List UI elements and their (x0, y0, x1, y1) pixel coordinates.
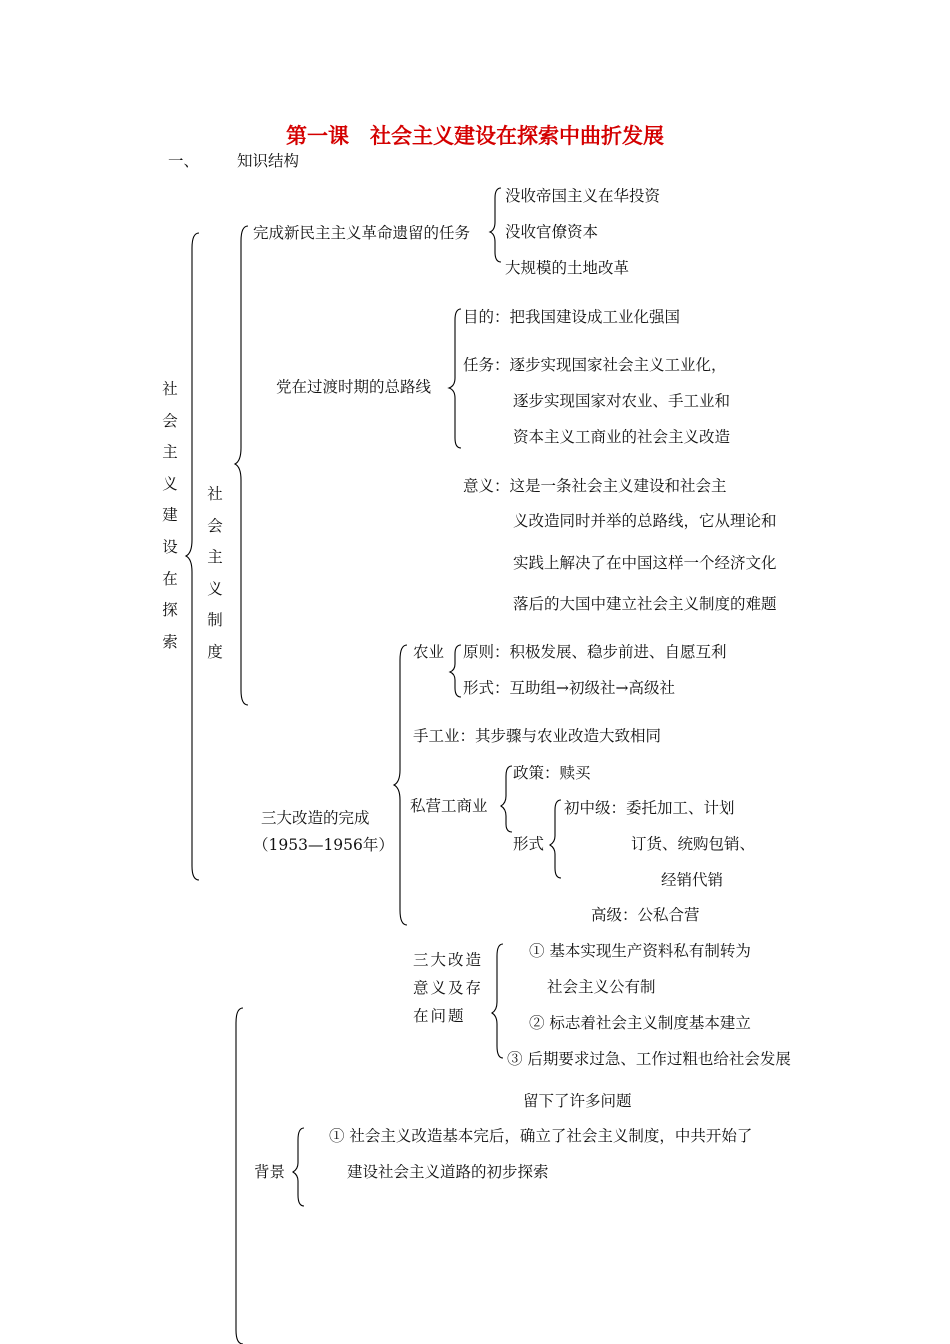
general-line-task-1: 任务：逐步实现国家社会主义工业化， (463, 356, 727, 374)
brace-general-line (449, 309, 461, 448)
general-line-meaning-2: 义改造同时并举的总路线，它从理论和 (513, 512, 777, 530)
significance-label: 三大改造意义及存在问题 (413, 951, 484, 1025)
task-label: 完成新民主主义革命遗留的任务 (253, 224, 471, 242)
private-primary-cont-2: 经销代销 (661, 871, 724, 889)
general-line-goal: 目的：把我国建设成工业化强国 (463, 308, 681, 326)
three-reforms-years: （1953—1956年） (253, 836, 394, 854)
general-line-task-3: 资本主义工商业的社会主义改造 (513, 428, 731, 446)
general-line-meaning-3: 实践上解决了在中国这样一个经济文化 (513, 554, 777, 572)
page-title: 第一课 社会主义建设在探索中曲折发展 (286, 124, 664, 148)
private-policy: 政策：赎买 (513, 764, 591, 782)
brace-three-reforms (394, 645, 407, 925)
section-heading: 知识结构 (237, 152, 300, 170)
private-primary-cont-1: 订货、统购包销、 (631, 835, 756, 853)
significance-item-2: ② 标志着社会主义制度基本建立 (529, 1014, 751, 1032)
private-primary: 初中级：委托加工、计划 (564, 799, 735, 817)
background-item-1: ① 社会主义改造基本完后，确立了社会主义制度，中共开始了 (329, 1127, 753, 1145)
brace-private (501, 766, 512, 832)
private-form-label: 形式 (513, 835, 545, 853)
section-number: 一、 (168, 152, 200, 170)
agriculture-form: 形式：互助组→初级社→高级社 (463, 679, 675, 697)
brace-root (186, 233, 199, 880)
significance-item-1: ① 基本实现生产资料私有制转为 (529, 942, 751, 960)
background-item-1-cont: 建设社会主义道路的初步探索 (347, 1163, 549, 1181)
three-reforms-label: 三大改造的完成 (261, 809, 370, 827)
agriculture-label: 农业 (413, 643, 445, 661)
task-item-3: 大规模的土地改革 (505, 259, 630, 277)
brace-task (490, 188, 501, 262)
general-line-label: 党在过渡时期的总路线 (276, 378, 432, 396)
handicraft: 手工业：其步骤与农业改造大致相同 (413, 727, 662, 745)
root-vertical-label: 社会主义建设在探索 (162, 380, 178, 651)
brace-exploration (236, 1008, 243, 1344)
system-vertical-label: 社会主义制度 (207, 485, 223, 661)
significance-item-3: ③ 后期要求过急、工作过粗也给社会发展 (507, 1050, 791, 1068)
significance-item-1-cont: 社会主义公有制 (547, 978, 656, 996)
brace-form (550, 800, 561, 878)
task-item-1: 没收帝国主义在华投资 (505, 187, 661, 205)
general-line-meaning-1: 意义：这是一条社会主义建设和社会主 (463, 477, 727, 495)
background-label: 背景 (254, 1163, 286, 1181)
general-line-task-2: 逐步实现国家对农业、手工业和 (513, 392, 731, 410)
task-item-2: 没收官僚资本 (505, 223, 599, 241)
general-line-meaning-4: 落后的大国中建立社会主义制度的难题 (513, 595, 777, 613)
private-label: 私营工商业 (410, 797, 488, 815)
private-advanced: 高级：公私合营 (591, 906, 700, 924)
agriculture-principle: 原则：积极发展、稳步前进、自愿互利 (463, 643, 727, 661)
brace-background (293, 1128, 304, 1206)
brace-agriculture (450, 645, 461, 697)
brace-system (235, 226, 248, 705)
significance-item-3-cont: 留下了许多问题 (523, 1092, 632, 1110)
